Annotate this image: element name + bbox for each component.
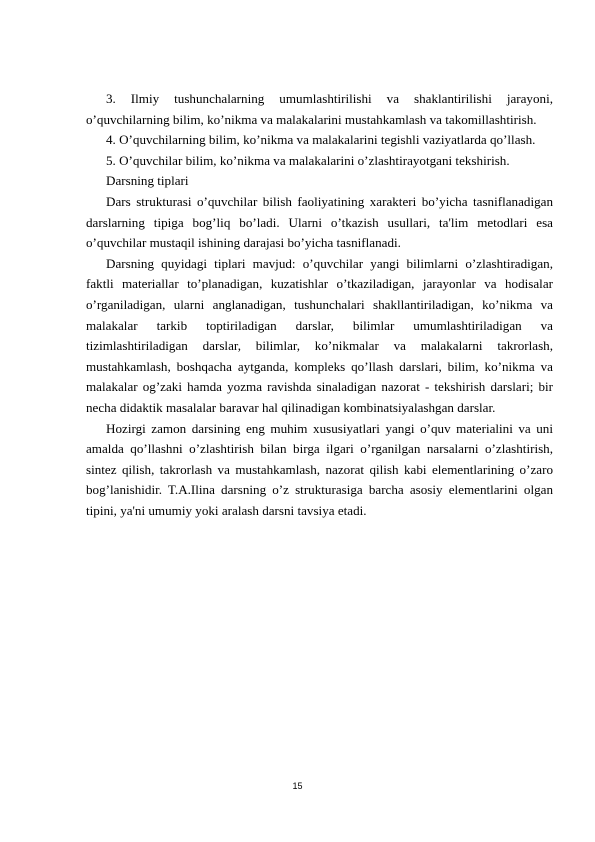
body-paragraph: Hozirgi zamon darsining eng muhim xususiyatlari yangi o’quv materialini va uni amalda qo’llashni o’zlashtirish bilan birga ilgari o’rganilgan narsalarni o’zlashtirish, sintez qilish, takrorlash va mustahkamlash, nazorat qilish kabi elementlarining o’zaro bog’lanishidir. T.A.Ilina darsning o’z strukturasiga barcha asosiy elementlarini olgan tipini, ya'ni umumiy yoki aralash darsni tavsiya etadi. bbox=[86, 420, 553, 518]
page-number: 15 bbox=[292, 781, 303, 791]
page-body bbox=[86, 89, 553, 521]
list-item-3: 3. Ilmiy tushunchalarning umumlashtirilishi va shaklantirilishi jarayoni, o’quvchilarning bilim, ko’nikma va malakalarini mustahkamlash va takomillashtirish. bbox=[86, 91, 553, 127]
section-heading: Darsning tiplari bbox=[106, 173, 189, 189]
body-paragraph: Darsning quyidagi tiplari mavjud: o’quvchilar yangi bilimlarni o’zlashtiradigan, faktli materiallar to’planadigan, kuzatishlar o’tkaziladigan, jarayonlar va hodisalar o’rganiladigan, ularni anglanadigan, tushunchalari shakllantiriladigan, ko’nikma va malakalar tarkib toptiriladigan darslar, bilimlar umumlashtiriladigan va tizimlashtiriladigan darslar, bilimlar, ko’nikmalar va malakalarni takrorlash, mustahkamlash, boshqacha aytganda, kompleks qo’llash darslari, bilim, ko’nikma va malakalar og’zaki hamda yozma ravishda sinaladigan nazorat - tekshirish darslari; bir necha didaktik masalalar baravar hal qilinadigan kombinatsiyalashgan darslar. bbox=[86, 255, 553, 415]
list-item-4: 4. O’quvchilarning bilim, ko’nikma va malakalarini tegishli vaziyatlarda qo’llash. bbox=[106, 132, 536, 148]
body-paragraph: Dars strukturasi o’quvchilar bilish faoliyatining xarakteri bo’yicha tasniflanadigan darslarning tipiga bog’liq bo’ladi. Ularni o’tkazish usullari, ta'lim metodlari esa o’quvchilar mustaqil ishining darajasi bo’yicha tasniflanadi. bbox=[86, 193, 553, 251]
list-item-5: 5. O’quvchilar bilim, ko’nikma va malakalarini o’zlashtirayotgani tekshirish. bbox=[106, 152, 510, 168]
